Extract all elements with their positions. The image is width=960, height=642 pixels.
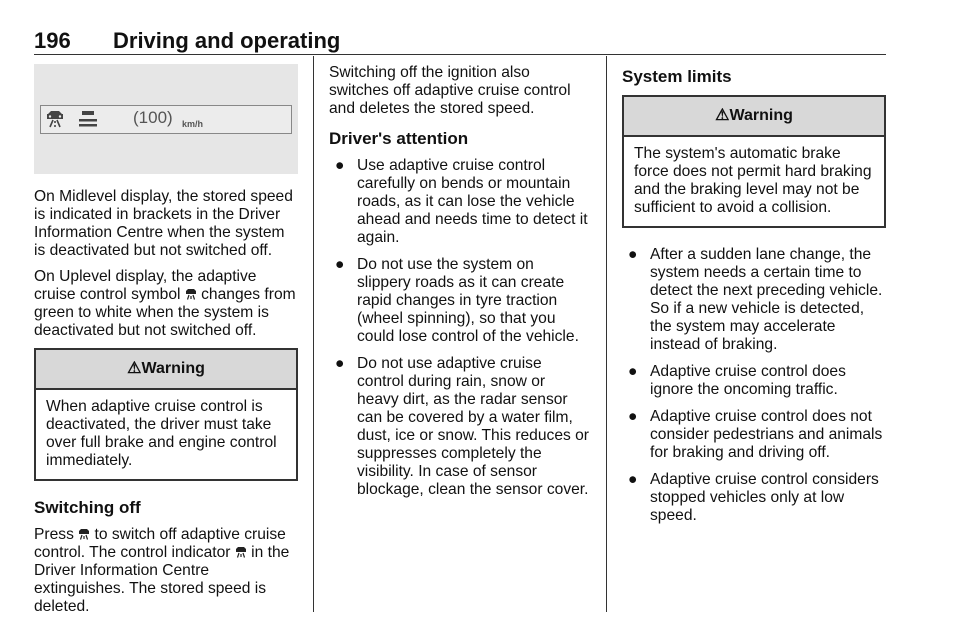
bullet-list: [329, 157, 591, 499]
display-figure: [34, 64, 298, 174]
paragraph: On Midlevel display, the stored speed is indicated in brackets in the Driver Information Centre when the system is deactivated but not switched off.: [34, 188, 293, 259]
warning-header: ⚠Warning: [624, 97, 884, 137]
column-divider: [606, 56, 607, 612]
page-number: 196: [34, 28, 71, 53]
page-title: Driving and operating: [113, 28, 341, 53]
paragraph: Press to switch off adaptive cruise control. The control indicator in the Driver Information Centre extinguishes. The stored speed is deleted.: [34, 526, 290, 615]
warning-box: [622, 95, 886, 228]
list-item: ● Do not use adaptive cruise control during rain, snow or heavy dirt, as the radar sensor can be covered by a water film, dust, ice or snow. This reduces or suppresses completely the visibility. In case of sensor blockage, clean the sensor cover.: [335, 355, 589, 498]
adaptive-cruise-icon: [45, 110, 67, 128]
warning-text: When adaptive cruise control is deactivated, the driver must take over full brake and engine control immediately.: [46, 398, 277, 469]
list-item: ● Adaptive cruise control considers stopped vehicles only at low speed.: [628, 471, 879, 524]
warning-triangle-icon: ⚠: [715, 107, 730, 124]
section-heading: System limits: [622, 67, 732, 86]
list-item: ● Do not use the system on slippery roads as it can create rapid changes in tyre traction (wheel spinning), so that you could lose control of the vehicle.: [335, 256, 579, 345]
column-1: [34, 64, 298, 624]
cruise-control-icon: [185, 288, 197, 300]
paragraph: On Uplevel display, the adaptive cruise control symbol changes from green to white when the system is deactivated but not switched off.: [34, 268, 296, 339]
warning-text: The system's automatic brake force does not permit hard braking and the braking level may not be sufficient to avoid a collision.: [634, 145, 872, 216]
cruise-control-icon: [78, 528, 90, 540]
section-heading: Switching off: [34, 498, 141, 517]
column-divider: [313, 56, 314, 612]
list-item: ● Use adaptive cruise control carefully on bends or mountain roads, as it can lose the vehicle ahead and needs time to detect it again.: [335, 157, 588, 246]
cruise-control-icon: [235, 546, 247, 558]
warning-header: ⚠Warning: [36, 350, 296, 390]
section-heading: Driver's attention: [329, 129, 469, 148]
paragraph: Switching off the ignition also switches off adaptive cruise control and deletes the stored speed.: [329, 64, 571, 117]
warning-triangle-icon: ⚠: [127, 360, 142, 377]
column-2: [329, 64, 591, 508]
column-3: [622, 64, 886, 534]
page-header: [34, 28, 886, 55]
speed-display-bar: [40, 105, 292, 134]
warning-box: [34, 348, 298, 481]
stored-speed: (100): [133, 108, 173, 127]
speed-unit: km/h: [182, 119, 204, 129]
list-item: ● After a sudden lane change, the system needs a certain time to detect the next preceding vehicle. So if a new vehicle is detected, the system may accelerate instead of braking.: [628, 246, 883, 353]
following-distance-icon: [77, 110, 99, 128]
bullet-list: [622, 246, 886, 525]
list-item: ● Adaptive cruise control does not consider pedestrians and animals for braking and driving off.: [628, 408, 883, 461]
list-item: ● Adaptive cruise control does ignore the oncoming traffic.: [628, 363, 846, 398]
